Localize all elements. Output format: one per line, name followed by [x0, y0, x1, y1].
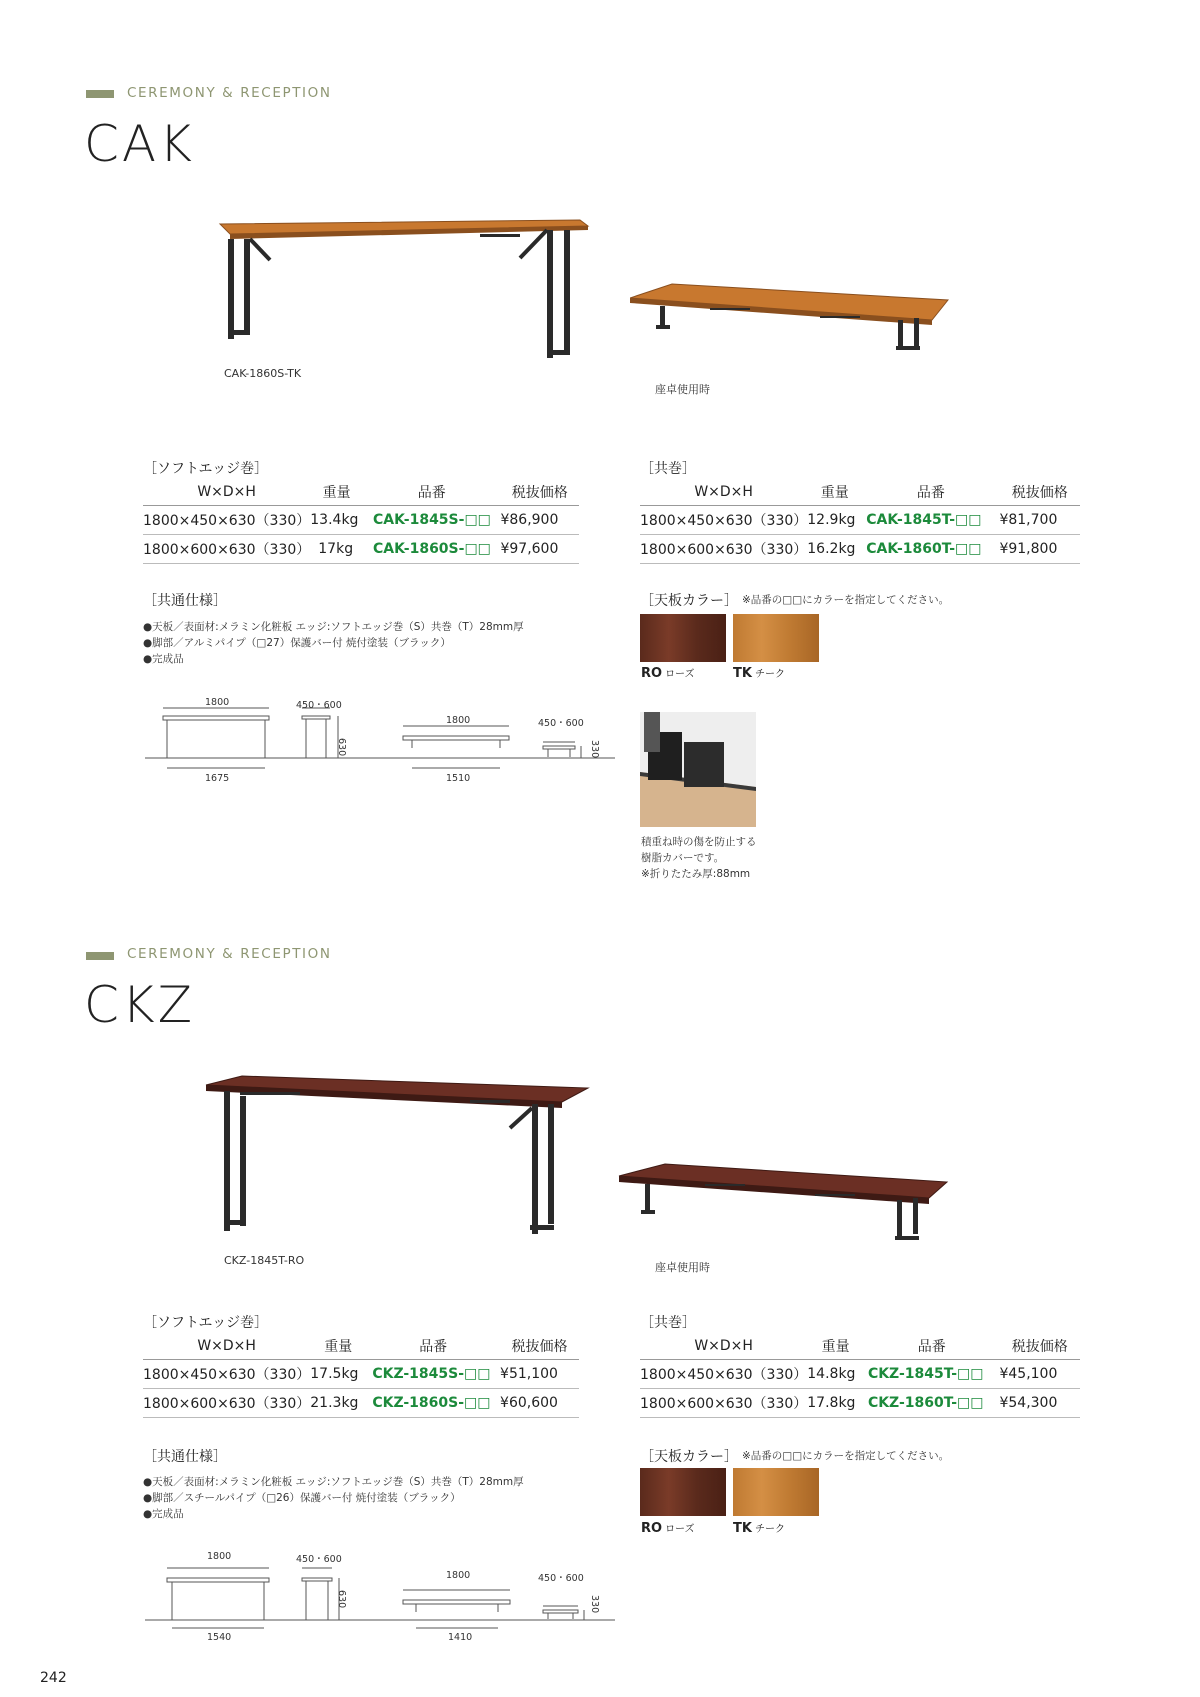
dim-leg-span-low: 1410	[448, 1632, 473, 1643]
common-spec-list	[143, 619, 524, 667]
cell-price: ¥91,800	[999, 535, 1080, 564]
col-price: 税抜価格	[999, 1333, 1080, 1360]
table-row	[640, 506, 1080, 535]
cell-size: 1800×450×630（330）	[143, 1360, 310, 1389]
top-color-title: ［天板カラー］	[640, 593, 738, 609]
cell-weight: 17.8kg	[807, 1389, 864, 1418]
cell-code: CAK-1860T-□□	[862, 535, 999, 564]
cell-code: CKZ-1845S-□□	[366, 1360, 500, 1389]
dim-depth-low: 450・600	[538, 718, 584, 729]
col-code: 品番	[864, 1333, 1000, 1360]
col-weight: 重量	[807, 479, 862, 506]
table-header-row	[143, 1333, 579, 1360]
color-name: チーク	[754, 1524, 785, 1535]
color-name: ローズ	[665, 1524, 695, 1535]
spec-line: ●完成品	[143, 1508, 184, 1520]
col-price: 税抜価格	[500, 479, 579, 506]
spec-line: ●脚部／スチールパイプ（□26）保護バー付 焼付塗装（ブラック）	[143, 1492, 461, 1504]
tomomaki-spec-table	[640, 479, 1080, 564]
cell-price: ¥86,900	[500, 506, 579, 535]
col-weight: 重量	[807, 1333, 864, 1360]
page-number: 242	[40, 1670, 67, 1686]
cell-weight: 14.8kg	[807, 1360, 864, 1389]
swatch-label-rose	[641, 1520, 695, 1536]
col-code: 品番	[366, 1333, 500, 1360]
color-name: ローズ	[665, 669, 695, 680]
cell-price: ¥51,100	[500, 1360, 579, 1389]
cell-size: 1800×600×630（330）	[640, 1389, 807, 1418]
col-size: W×D×H	[640, 1333, 807, 1360]
table-row	[640, 1389, 1080, 1418]
detail-note	[641, 834, 757, 882]
cell-code: CKZ-1845T-□□	[864, 1360, 1000, 1389]
table-row	[640, 1360, 1080, 1389]
cell-price: ¥81,700	[999, 506, 1080, 535]
table-row	[640, 535, 1080, 564]
cell-weight: 17.5kg	[310, 1360, 366, 1389]
table-header-row	[640, 479, 1080, 506]
tomomaki-title: ［共巻］	[640, 461, 696, 477]
soft-edge-spec-table	[143, 1333, 579, 1418]
category-label: CEREMONY & RECEPTION	[127, 946, 332, 962]
tomomaki-spec-table	[640, 1333, 1080, 1418]
cell-code: CAK-1845T-□□	[862, 506, 999, 535]
cell-weight: 21.3kg	[310, 1389, 366, 1418]
cell-code: CKZ-1860S-□□	[366, 1389, 500, 1418]
category-bar	[86, 952, 114, 960]
color-code: RO	[641, 666, 663, 681]
soft-edge-spec-table	[143, 479, 579, 564]
table-header-row	[143, 479, 579, 506]
cell-code: CAK-1860S-□□	[363, 535, 500, 564]
cell-price: ¥54,300	[999, 1389, 1080, 1418]
spec-line: ●脚部／アルミパイプ（□27）保護バー付 焼付塗装（ブラック）	[143, 637, 451, 649]
spec-line: ●完成品	[143, 653, 184, 665]
dim-height-tall: 630	[336, 738, 347, 757]
cell-price: ¥45,100	[999, 1360, 1080, 1389]
table-row	[143, 1360, 579, 1389]
soft-edge-title: ［ソフトエッジ巻］	[143, 1315, 269, 1331]
col-code: 品番	[862, 479, 999, 506]
cell-code: CKZ-1860T-□□	[864, 1389, 1000, 1418]
swatch-rose	[640, 1468, 726, 1516]
col-price: 税抜価格	[500, 1333, 579, 1360]
dim-depth-tall: 450・600	[296, 700, 342, 711]
col-weight: 重量	[310, 479, 363, 506]
dim-depth-low: 450・600	[538, 1573, 584, 1584]
zataku-photo-table	[615, 1160, 960, 1260]
col-size: W×D×H	[143, 479, 310, 506]
color-name: チーク	[754, 669, 785, 680]
color-code: TK	[733, 666, 752, 681]
cell-weight: 13.4kg	[310, 506, 363, 535]
dim-width-tall: 1800	[207, 1551, 232, 1562]
table-legs	[228, 230, 570, 358]
dim-leg-span-tall: 1675	[205, 773, 230, 784]
color-note: ※品番の□□にカラーを指定してください。	[742, 1450, 950, 1462]
spec-line: ●天板／表面材:メラミン化粧板 エッジ:ソフトエッジ巻（S）共巻（T）28mm厚	[143, 621, 524, 633]
soft-edge-title: ［ソフトエッジ巻］	[143, 461, 269, 477]
table-header-row	[640, 1333, 1080, 1360]
tomomaki-title: ［共巻］	[640, 1315, 696, 1331]
color-note: ※品番の□□にカラーを指定してください。	[742, 594, 950, 606]
swatch-rose	[640, 614, 726, 662]
model-title: CAK	[84, 115, 195, 173]
cell-weight: 12.9kg	[807, 506, 862, 535]
cell-code: CAK-1845S-□□	[363, 506, 500, 535]
dim-height-low: 330	[589, 740, 600, 759]
swatch-label-rose	[641, 665, 695, 681]
detail-photo-resin-cover	[640, 712, 756, 827]
swatch-teak	[733, 614, 819, 662]
dim-width-low: 1800	[446, 1570, 471, 1581]
cell-weight: 17kg	[310, 535, 363, 564]
model-title: CKZ	[84, 976, 195, 1034]
category-label: CEREMONY & RECEPTION	[127, 85, 332, 101]
cell-size: 1800×450×630（330）	[640, 506, 807, 535]
product-photo-table	[200, 1070, 600, 1245]
product-photo-table	[200, 210, 600, 375]
dim-leg-span-low: 1510	[446, 773, 471, 784]
col-code: 品番	[363, 479, 500, 506]
cell-size: 1800×450×630（330）	[640, 1360, 807, 1389]
cell-size: 1800×600×630（330）	[143, 535, 310, 564]
detail-note-line: ※折りたたみ厚:88mm	[641, 868, 751, 880]
dim-width-low: 1800	[446, 715, 471, 726]
common-spec-title: ［共通仕様］	[143, 593, 227, 609]
photo-caption: CAK-1860S-TK	[224, 367, 302, 380]
zataku-caption: 座卓使用時	[655, 1261, 710, 1274]
category-bar	[86, 90, 114, 98]
detail-note-line: 樹脂カバーです。	[641, 852, 725, 864]
zataku-caption: 座卓使用時	[655, 383, 710, 396]
color-code: RO	[641, 1521, 663, 1536]
table-row	[143, 535, 579, 564]
swatch-label-teak	[733, 665, 785, 681]
dim-width-tall: 1800	[205, 697, 230, 708]
common-spec-title: ［共通仕様］	[143, 1449, 227, 1465]
dim-depth-tall: 450・600	[296, 1554, 342, 1565]
col-size: W×D×H	[640, 479, 807, 506]
col-weight: 重量	[310, 1333, 366, 1360]
spec-line: ●天板／表面材:メラミン化粧板 エッジ:ソフトエッジ巻（S）共巻（T）28mm厚	[143, 1476, 524, 1488]
dim-height-tall: 630	[336, 1590, 347, 1609]
detail-note-line: 積重ね時の傷を防止する	[641, 836, 757, 848]
cell-price: ¥60,600	[500, 1389, 579, 1418]
swatch-teak	[733, 1468, 819, 1516]
dim-leg-span-tall: 1540	[207, 1632, 232, 1643]
cell-weight: 16.2kg	[807, 535, 862, 564]
top-color-title: ［天板カラー］	[640, 1449, 738, 1465]
table-row	[143, 506, 579, 535]
cell-size: 1800×600×630（330）	[640, 535, 807, 564]
zataku-photo-table	[630, 280, 960, 380]
col-price: 税抜価格	[999, 479, 1080, 506]
cell-price: ¥97,600	[500, 535, 579, 564]
color-code: TK	[733, 1521, 752, 1536]
swatch-label-teak	[733, 1520, 785, 1536]
cell-size: 1800×600×630（330）	[143, 1389, 310, 1418]
dim-height-low: 330	[589, 1595, 600, 1614]
col-size: W×D×H	[143, 1333, 310, 1360]
cell-size: 1800×450×630（330）	[143, 506, 310, 535]
table-row	[143, 1389, 579, 1418]
table-legs	[224, 1091, 554, 1234]
common-spec-list	[143, 1474, 524, 1522]
photo-caption: CKZ-1845T-RO	[224, 1254, 305, 1267]
